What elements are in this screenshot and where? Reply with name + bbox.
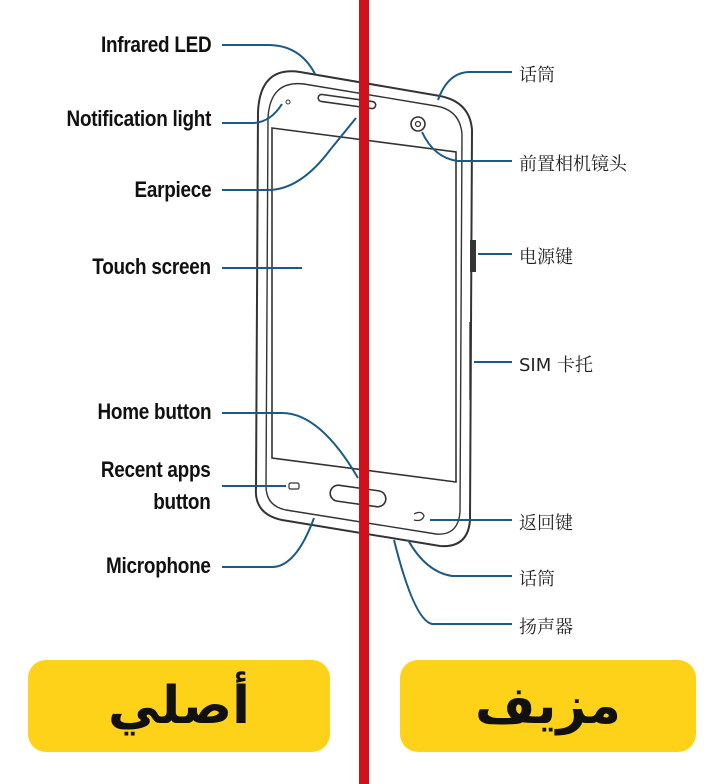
label-sim-tray: SIM 卡托	[519, 355, 593, 376]
badge-fake: مزيف	[400, 660, 696, 752]
label-microphone-bottom: 话筒	[519, 569, 555, 590]
label-touch-screen: Touch screen	[92, 254, 211, 279]
label-back-key: 返回键	[519, 513, 573, 534]
label-recent-apps-line1: Recent apps	[101, 457, 211, 482]
badge-original: أصلي	[28, 660, 330, 752]
label-infrared-led: Infrared LED	[100, 32, 211, 57]
label-home-button: Home button	[97, 399, 211, 424]
red-divider	[359, 0, 369, 784]
label-recent-apps-line2: button	[153, 489, 211, 514]
label-notification-light: Notification light	[66, 106, 211, 131]
label-microphone: Microphone	[106, 553, 211, 578]
label-front-camera: 前置相机镜头	[519, 154, 627, 175]
label-recent-apps-button	[101, 454, 211, 518]
label-earpiece: Earpiece	[134, 177, 211, 202]
label-speaker: 扬声器	[519, 617, 573, 638]
label-microphone-top: 话筒	[519, 65, 555, 86]
label-power-key: 电源键	[519, 247, 573, 268]
